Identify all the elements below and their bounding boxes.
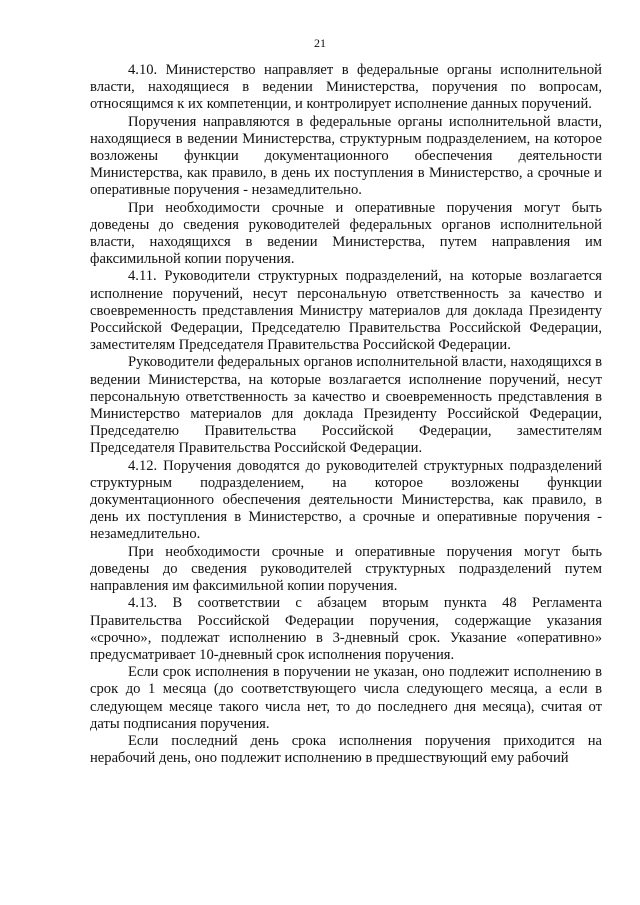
- paragraph: Если срок исполнения в поручении не указан, оно подлежит исполнению в срок до 1 месяца (до соответствующего числа следующего месяца, а если в следующем месяце такого числа нет, то до последнего дня месяца), считая от даты подписания поручения.: [90, 664, 602, 732]
- paragraph-4-12: 4.12. Поручения доводятся до руководителей структурных подразделений структурным подразделением, на которое возложены функции документационного обеспечения деятельности Министерства, как правило, в день их поступления в Министерство, а срочные и оперативные поручения - незамедлительно.: [90, 457, 602, 543]
- paragraph-4-13: 4.13. В соответствии с абзацем вторым пункта 48 Регламента Правительства Российской Федерации поручения, содержащие указания «срочно», подлежат исполнению в 3-дневный срок. Указание «оперативно» предусматривает 10-дневный срок исполнения поручения.: [90, 595, 602, 663]
- page-number: 21: [314, 36, 326, 50]
- document-body: [90, 62, 602, 767]
- paragraph: Руководители федеральных органов исполнительной власти, находящихся в ведении Министерства, на которые возлагается исполнение поручений, несут персональную ответственность за качество и своевременность представления в Министерство материалов для доклада Президенту Российской Федерации, Председателю Правительства Российской Федерации, заместителям Председателя Правительства Российской Федерации.: [90, 354, 602, 457]
- paragraph: Поручения направляются в федеральные органы исполнительной власти, находящиеся в ведении Министерства, структурным подразделением, на которое возложены функции документационного обеспечения деятельности Министерства, как правило, в день их поступления в Министерство, а срочные и оперативные поручения - незамедлительно.: [90, 113, 602, 199]
- paragraph-4-10: 4.10. Министерство направляет в федеральные органы исполнительной власти, находящиеся в ведении Министерства, поручения по вопросам, относящимся к их компетенции, и контролирует исполнение данных поручений.: [90, 62, 602, 113]
- paragraph: Если последний день срока исполнения поручения приходится на нерабочий день, оно подлежит исполнению в предшествующий ему рабочий: [90, 732, 602, 767]
- paragraph: При необходимости срочные и оперативные поручения могут быть доведены до сведения руководителей структурных подразделений путем направления им факсимильной копии поручения.: [90, 543, 602, 595]
- paragraph-4-11: 4.11. Руководители структурных подразделений, на которые возлагается исполнение поручений, несут персональную ответственность за качество и своевременность представления Министру материалов для доклада Президенту Российской Федерации, Председателю Правительства Российской Федерации, заместителям Председателя Правительства Российской Федерации.: [90, 268, 602, 354]
- paragraph: При необходимости срочные и оперативные поручения могут быть доведены до сведения руководителей федеральных органов исполнительной власти, находящихся в ведении Министерства, путем направления им факсимильной копии поручения.: [90, 199, 602, 268]
